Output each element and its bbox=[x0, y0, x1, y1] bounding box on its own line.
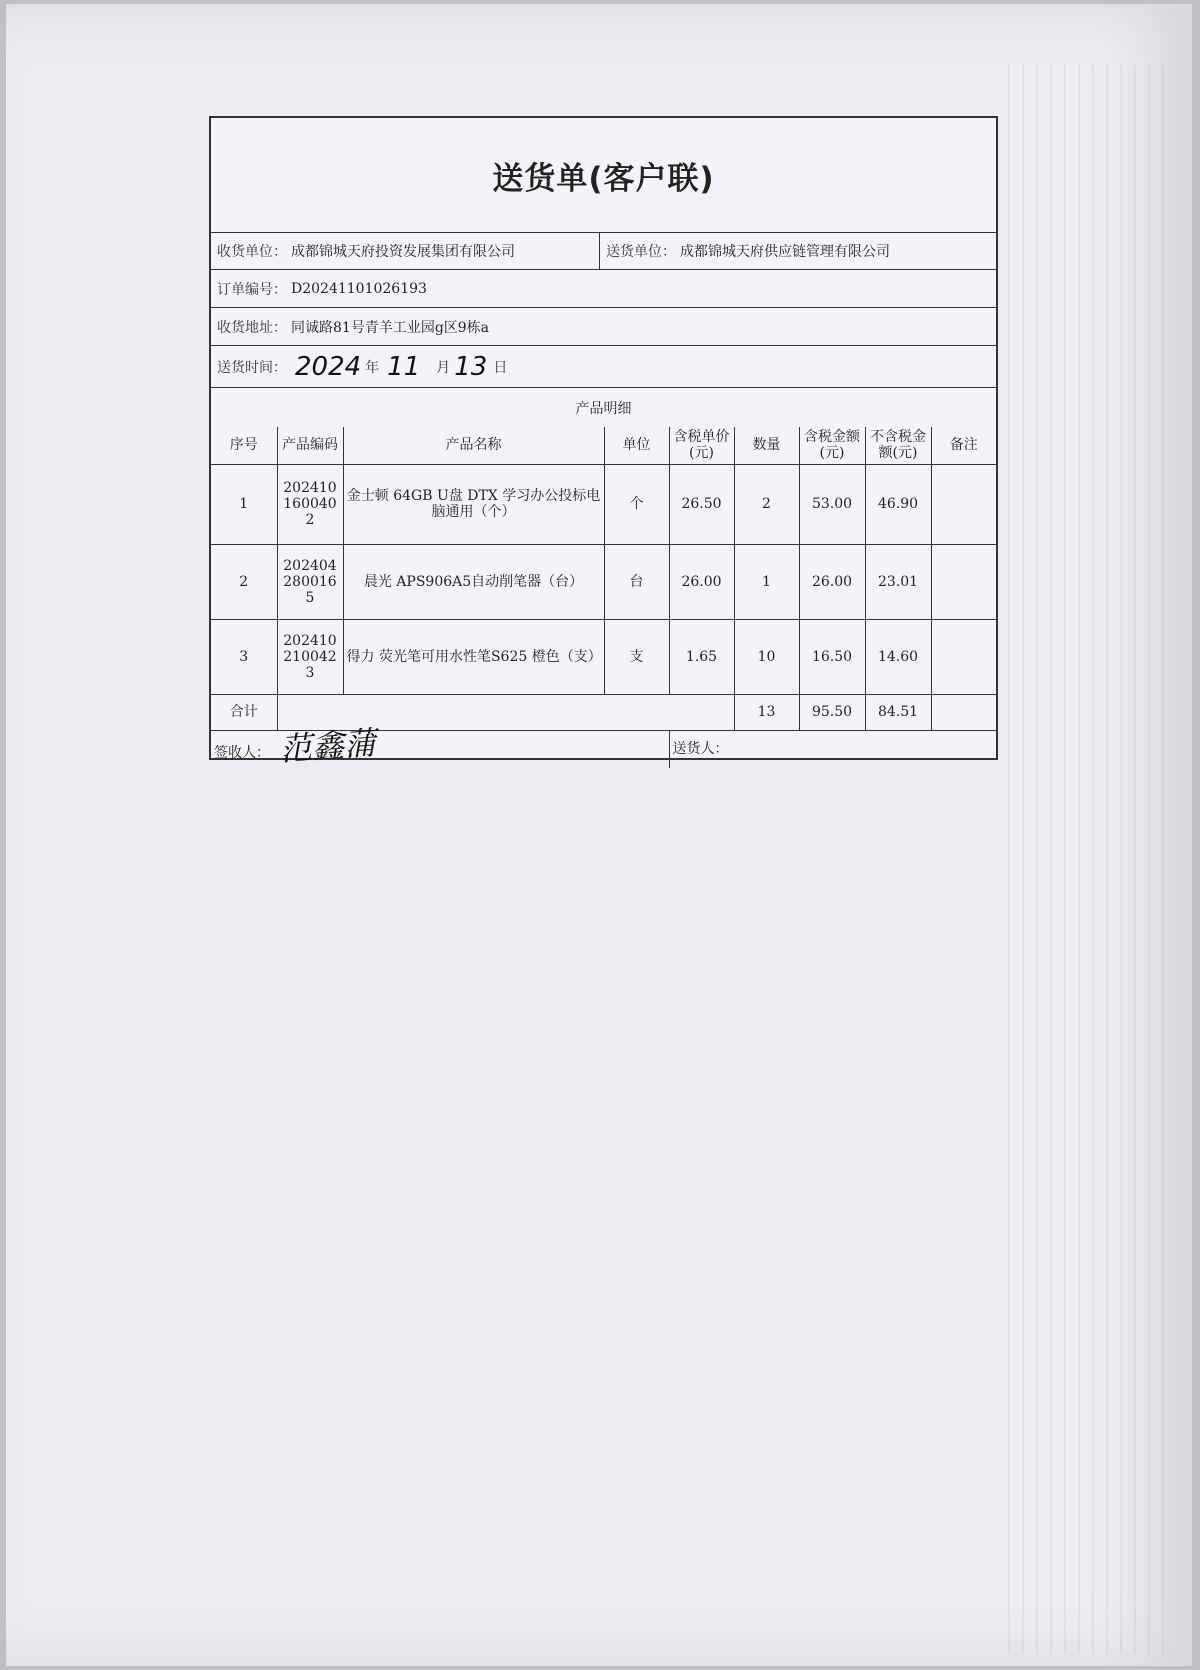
col-header: 含税金额(元) bbox=[799, 427, 865, 464]
item-qty: 10 bbox=[734, 619, 799, 694]
item-note bbox=[931, 544, 996, 619]
item-name: 金士顿 64GB U盘 DTX 学习办公投标电脑通用（个） bbox=[343, 464, 604, 544]
col-header: 单位 bbox=[604, 427, 669, 464]
table-header-row bbox=[211, 427, 996, 464]
table-row bbox=[211, 544, 996, 619]
item-qty: 1 bbox=[734, 544, 799, 619]
col-header: 产品编码 bbox=[277, 427, 343, 464]
handwritten-month: 11 bbox=[387, 351, 421, 382]
party-row bbox=[211, 232, 996, 270]
address-row bbox=[211, 308, 996, 346]
address-label: 收货地址： bbox=[217, 319, 287, 336]
item-note bbox=[931, 464, 996, 544]
item-unit: 台 bbox=[604, 544, 669, 619]
item-net-amount: 23.01 bbox=[865, 544, 931, 619]
sender-cell bbox=[600, 232, 996, 269]
order-cell bbox=[211, 270, 427, 307]
item-no: 1 bbox=[211, 464, 277, 544]
sender-label: 送货单位： bbox=[606, 243, 676, 260]
address-cell bbox=[211, 308, 489, 345]
product-table bbox=[211, 427, 996, 768]
item-name: 得力 荧光笔可用水性笔S625 橙色（支） bbox=[343, 619, 604, 694]
order-number: D20241101026193 bbox=[291, 280, 427, 297]
item-note bbox=[931, 619, 996, 694]
total-amount: 95.50 bbox=[799, 694, 865, 730]
day-unit: 日 bbox=[493, 359, 508, 376]
signature-row bbox=[211, 730, 996, 768]
table-row bbox=[211, 464, 996, 544]
item-net-amount: 14.60 bbox=[865, 619, 931, 694]
item-no: 3 bbox=[211, 619, 277, 694]
year-unit: 年 bbox=[365, 359, 380, 376]
scan-artifact bbox=[1002, 64, 1172, 1654]
handwritten-year: 2024 bbox=[295, 351, 362, 382]
table-row bbox=[211, 619, 996, 694]
order-label: 订单编号： bbox=[217, 281, 287, 298]
signer-cell bbox=[211, 723, 669, 769]
item-price: 26.00 bbox=[669, 544, 734, 619]
signer-label: 签收人： bbox=[214, 744, 270, 761]
col-header: 不含税金额(元) bbox=[865, 427, 931, 464]
handwritten-day: 13 bbox=[454, 351, 488, 382]
delivery-note-form bbox=[209, 116, 998, 769]
item-unit: 支 bbox=[604, 619, 669, 694]
delivery-time-label: 送货时间： bbox=[217, 359, 287, 376]
item-unit: 个 bbox=[604, 464, 669, 544]
col-header: 产品名称 bbox=[343, 427, 604, 464]
receiver-value: 成都锦城天府投资发展集团有限公司 bbox=[291, 243, 515, 260]
item-amount: 26.00 bbox=[799, 544, 865, 619]
sender-value: 成都锦城天府供应链管理有限公司 bbox=[680, 243, 890, 260]
title-row bbox=[211, 118, 996, 233]
item-code: 2024042800165 bbox=[277, 544, 343, 619]
month-unit: 月 bbox=[436, 359, 451, 376]
receiver-label: 收货单位： bbox=[217, 243, 287, 260]
delivery-time-row bbox=[211, 346, 996, 388]
total-row bbox=[211, 694, 996, 730]
deliverer-cell bbox=[669, 730, 996, 768]
total-net-amount: 84.51 bbox=[865, 694, 931, 730]
item-price: 1.65 bbox=[669, 619, 734, 694]
deliverer-label: 送货人： bbox=[672, 741, 729, 758]
delivery-time-cell bbox=[211, 346, 507, 387]
col-header: 含税单价(元) bbox=[669, 427, 734, 464]
item-code: 2024101600402 bbox=[277, 464, 343, 544]
handwritten-signature: 范鑫蒲 bbox=[279, 723, 378, 769]
total-blank bbox=[277, 694, 734, 730]
total-qty: 13 bbox=[734, 694, 799, 730]
address-value: 同诚路81号青羊工业园g区9栋a bbox=[291, 319, 490, 336]
item-no: 2 bbox=[211, 544, 277, 619]
total-note bbox=[931, 694, 996, 730]
receiver-cell bbox=[211, 232, 600, 269]
form-title: 送货单(客户联) bbox=[492, 160, 715, 197]
col-header: 序号 bbox=[211, 427, 277, 464]
item-qty: 2 bbox=[734, 464, 799, 544]
item-code: 2024102100423 bbox=[277, 619, 343, 694]
order-row bbox=[211, 270, 996, 308]
item-name: 晨光 APS906A5自动削笔器（台） bbox=[343, 544, 604, 619]
section-title: 产品明细 bbox=[575, 400, 632, 417]
item-price: 26.50 bbox=[669, 464, 734, 544]
item-net-amount: 46.90 bbox=[865, 464, 931, 544]
total-label: 合计 bbox=[211, 694, 277, 730]
col-header: 备注 bbox=[931, 427, 996, 464]
section-title-row bbox=[211, 388, 996, 427]
col-header: 数量 bbox=[734, 427, 799, 464]
item-amount: 53.00 bbox=[799, 464, 865, 544]
item-amount: 16.50 bbox=[799, 619, 865, 694]
